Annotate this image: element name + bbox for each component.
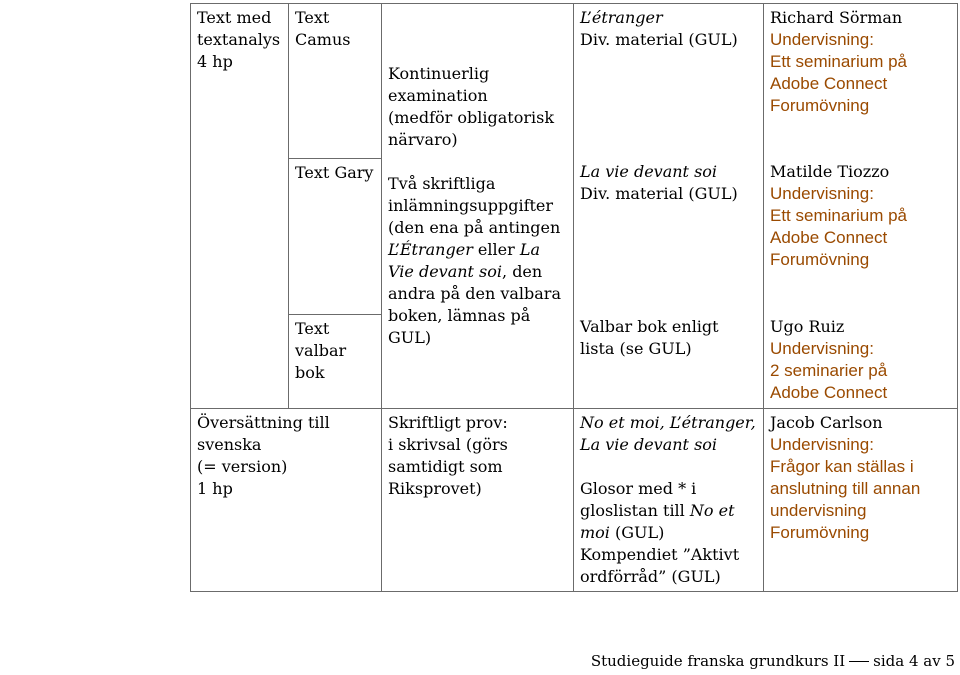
- material-cells: [574, 4, 764, 409]
- material-text: gloslistan till: [580, 501, 690, 520]
- module-line: 4 hp: [197, 52, 233, 71]
- translation-module-cell: [191, 409, 382, 592]
- teacher-tiozzo: [764, 158, 957, 313]
- exam-line: Skriftligt prov:: [388, 413, 508, 432]
- exam-line: examination: [388, 86, 488, 105]
- text-gary-cell: [289, 159, 381, 315]
- text-label: valbar: [295, 341, 347, 360]
- teacher-name: Ugo Ruiz: [770, 317, 845, 336]
- text-label: bok: [295, 363, 325, 382]
- text-label: Text Gary: [295, 163, 374, 182]
- exam-line: andra på den valbara: [388, 284, 561, 303]
- text-label: Camus: [295, 30, 351, 49]
- teaching-line: Undervisning:: [770, 184, 874, 203]
- teaching-line: Ett seminarium på: [770, 206, 907, 225]
- material-line: Glosor med * i: [580, 479, 697, 498]
- book-title: L’étranger: [580, 8, 663, 27]
- material-camus: [574, 4, 763, 158]
- text-label: Text: [295, 8, 330, 27]
- exam-text: , den: [502, 262, 543, 281]
- exam-line: inlämningsuppgifter: [388, 196, 554, 215]
- teaching-line: Forumövning: [770, 96, 870, 115]
- teaching-line: Adobe Connect: [770, 228, 888, 247]
- teacher-subtable: [764, 4, 957, 407]
- material-line: [580, 434, 757, 456]
- teaching-line: undervisning: [770, 501, 867, 520]
- material-line: Valbar bok enligt: [580, 317, 719, 336]
- exam-text: eller: [472, 240, 520, 259]
- exam-line: (medför obligatorisk: [388, 108, 555, 127]
- teaching-line: Adobe Connect: [770, 74, 888, 93]
- teaching-line: Frågor kan ställas i: [770, 457, 914, 476]
- text-subtable: [289, 4, 381, 407]
- text-camus-cell: [289, 4, 381, 159]
- module-line: Översättning till: [197, 413, 330, 432]
- teacher-name: Richard Sörman: [770, 8, 903, 27]
- page-number: sida 4 av 5: [873, 652, 955, 670]
- teacher-cells: [764, 4, 958, 409]
- module-cell: [191, 4, 289, 409]
- exam-line: närvaro): [388, 130, 458, 149]
- module-line: Text med: [197, 8, 272, 27]
- exam-line: samtidigt som: [388, 457, 503, 476]
- exam-line: (den ena på antingen: [388, 218, 561, 237]
- material-line: Kompendiet ”Aktivt: [580, 545, 740, 564]
- material-text: (GUL): [609, 523, 665, 542]
- teacher-name: Jacob Carlson: [770, 413, 883, 432]
- material-title: [580, 161, 757, 183]
- table-row: [191, 4, 958, 409]
- teaching-line: 2 seminarier på: [770, 361, 888, 380]
- book-title: moi: [580, 523, 610, 542]
- book-title: La: [519, 240, 541, 259]
- exam-line: GUL): [388, 328, 432, 347]
- exam-line: Kontinuerlig: [388, 64, 490, 83]
- table-row: [191, 409, 958, 592]
- teaching-line: Undervisning:: [770, 339, 874, 358]
- material-line: lista (se GUL): [580, 339, 692, 358]
- material-subtable: [574, 4, 763, 405]
- exam-line: [388, 261, 567, 283]
- translation-teacher-cell: [764, 409, 958, 592]
- material-line: [580, 522, 757, 544]
- text-valbar-cell: [289, 315, 381, 408]
- teaching-line: Ett seminarium på: [770, 52, 907, 71]
- teacher-sorman: [764, 4, 957, 158]
- material-line: ordförråd” (GUL): [580, 567, 721, 586]
- exam-line: Två skriftliga: [388, 174, 496, 193]
- footer-divider: [849, 661, 869, 662]
- module-line: svenska: [197, 435, 262, 454]
- teaching-line: anslutning till annan: [770, 479, 921, 498]
- book-title: No et moi, L’étranger,: [580, 413, 756, 432]
- footer-title: Studieguide franska grundkurs II: [590, 652, 846, 670]
- book-title: No et: [689, 501, 735, 520]
- text-subcells: [289, 4, 382, 409]
- teaching-line: Forumövning: [770, 250, 870, 269]
- book-title: La vie devant soi: [580, 435, 718, 454]
- material-line: Div. material (GUL): [580, 184, 738, 203]
- material-valbar: [574, 313, 763, 405]
- teaching-line: Undervisning:: [770, 30, 874, 49]
- material-line: Div. material (GUL): [580, 30, 738, 49]
- material-gary: [574, 158, 763, 313]
- exam-line: Riksprovet): [388, 479, 482, 498]
- book-title: L’Étranger: [388, 240, 473, 259]
- book-title: Vie devant soi: [388, 262, 503, 281]
- module-line: 1 hp: [197, 479, 233, 498]
- teacher-name: Matilde Tiozzo: [770, 162, 890, 181]
- page-footer: [591, 652, 955, 670]
- translation-exam-cell: [382, 409, 574, 592]
- material-title: [580, 7, 757, 29]
- exam-line: [388, 239, 567, 261]
- exam-line: boken, lämnas på: [388, 306, 531, 325]
- material-line: [580, 500, 757, 522]
- material-line: [580, 412, 757, 434]
- teaching-line: Forumövning: [770, 523, 870, 542]
- module-line: (= version): [197, 457, 288, 476]
- course-schedule-table: [190, 3, 958, 592]
- teaching-line: Adobe Connect: [770, 383, 888, 402]
- book-title: La vie devant soi: [580, 162, 718, 181]
- text-label: Text: [295, 319, 330, 338]
- translation-material-cell: [574, 409, 764, 592]
- module-line: textanalys: [197, 30, 281, 49]
- examination-cell: [382, 4, 574, 409]
- teaching-line: Undervisning:: [770, 435, 874, 454]
- exam-line: i skrivsal (görs: [388, 435, 508, 454]
- teacher-ruiz: [764, 313, 957, 407]
